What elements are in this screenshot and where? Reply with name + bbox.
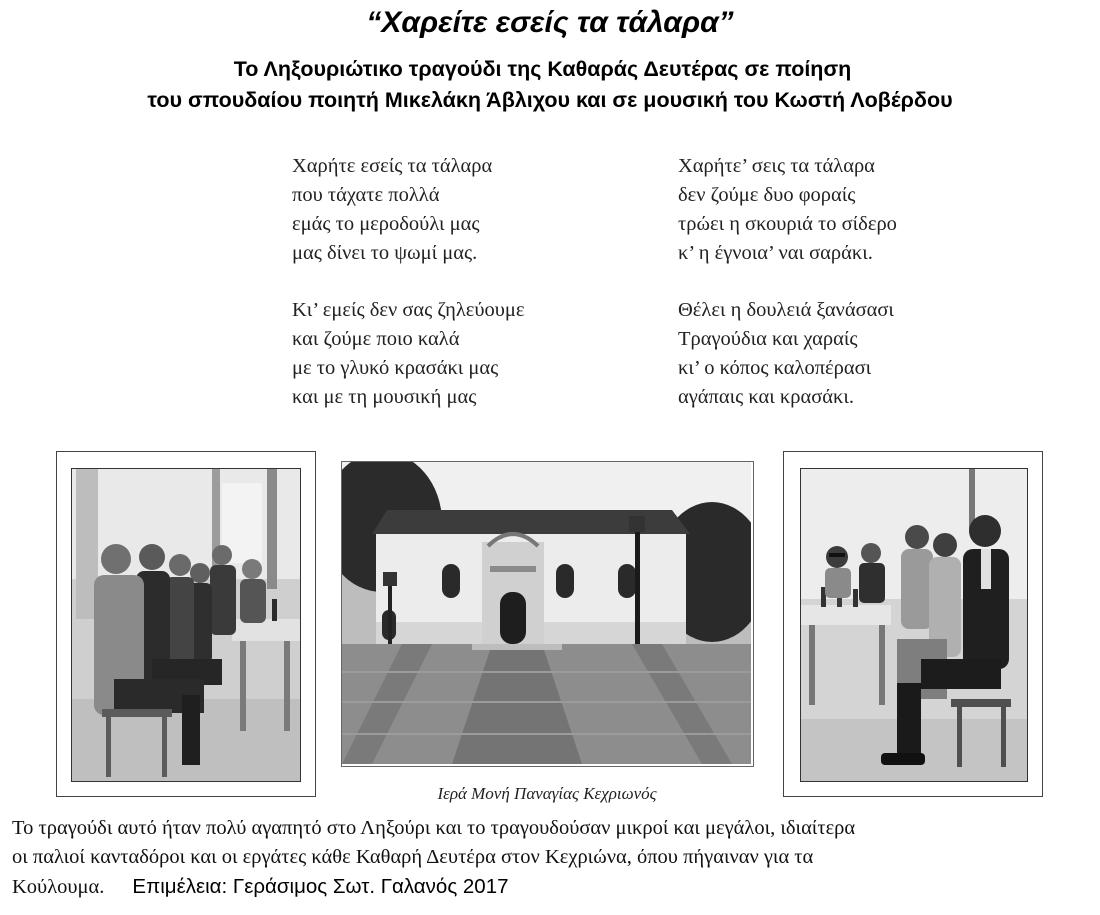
footer-line-1: Το τραγούδι αυτό ήταν πολύ αγαπητό στο Ληξούρι και το τραγουδούσαν μικροί και μεγάλοι, ιδιαίτερα [12,817,856,839]
poem-line: τρώει η σκουριά το σίδερο [678,213,897,235]
poem-line: αγάπαις και κρασάκι. [678,386,854,408]
poem-line: κι’ ο κόπος καλοπέρασι [678,357,872,379]
photo-center-frame [341,461,754,767]
poem-line: δεν ζούμε δυο φοραίς [678,184,856,206]
footer-line-2: οι παλιοί κανταδόροι και οι εργάτες κάθε Καθαρή Δευτέρα στον Κεχριώνα, όπου πήγαιναν για τα [12,846,814,868]
photo-left-frame [56,451,316,797]
poem-line: και ζούμε ποιο καλά [292,328,460,350]
poem-stanza-right-1 [678,152,897,268]
footer-line-3-wrap [12,872,1092,901]
poem-line: κ’ η έγνοια’ ναι σαράκι. [678,242,873,264]
photo-right-frame [783,451,1043,797]
photo-caption: Ιερά Μονή Παναγίας Κεχριωνός [437,784,657,803]
poem-line: εμάς το μεροδούλι μας [292,213,480,235]
footer-paragraph [12,814,1092,901]
poem-line: Κι’ εμείς δεν σας ζηλεύουμε [292,299,525,321]
poem-line: που τάχατε πολλά [292,184,440,206]
poem-line: Τραγούδια και χαραίς [678,328,858,350]
seated-group-photo [72,469,300,781]
credit-text: Επιμέλεια: Γεράσιμος Σωτ. Γαλανός 2017 [132,875,509,898]
footer-line-3: Κούλουμα. [12,876,105,898]
poem-stanza-left-1 [292,152,492,268]
seated-group-photo [801,469,1027,781]
subtitle-line-1: Το Ληξουριώτικο τραγούδι της Καθαράς Δευτέρας σε ποίηση [233,57,852,81]
poem-stanza-left-2 [292,296,525,412]
photo-left [71,468,301,782]
monastery-photo [342,462,751,764]
page-title: “Χαρείτε εσείς τα τάλαρα” [366,6,734,39]
photo-center [342,462,751,764]
poem-line: Χαρήτε’ σεις τα τάλαρα [678,155,875,177]
poem-line: Χαρήτε εσείς τα τάλαρα [292,155,493,177]
poem-line: και με τη μουσική μας [292,386,477,408]
poem-line: με το γλυκό κρασάκι μας [292,357,499,379]
poem-line: μας δίνει το ψωμί μας. [292,242,478,264]
poem-line: Θέλει η δουλειά ξανάσασι [678,299,894,321]
poem-stanza-right-2 [678,296,894,412]
photo-right [800,468,1028,782]
subtitle-line-2: του σπουδαίου ποιητή Μικελάκη Άβλιχου και σε μουσική του Κωστή Λοβέρδου [147,88,953,112]
